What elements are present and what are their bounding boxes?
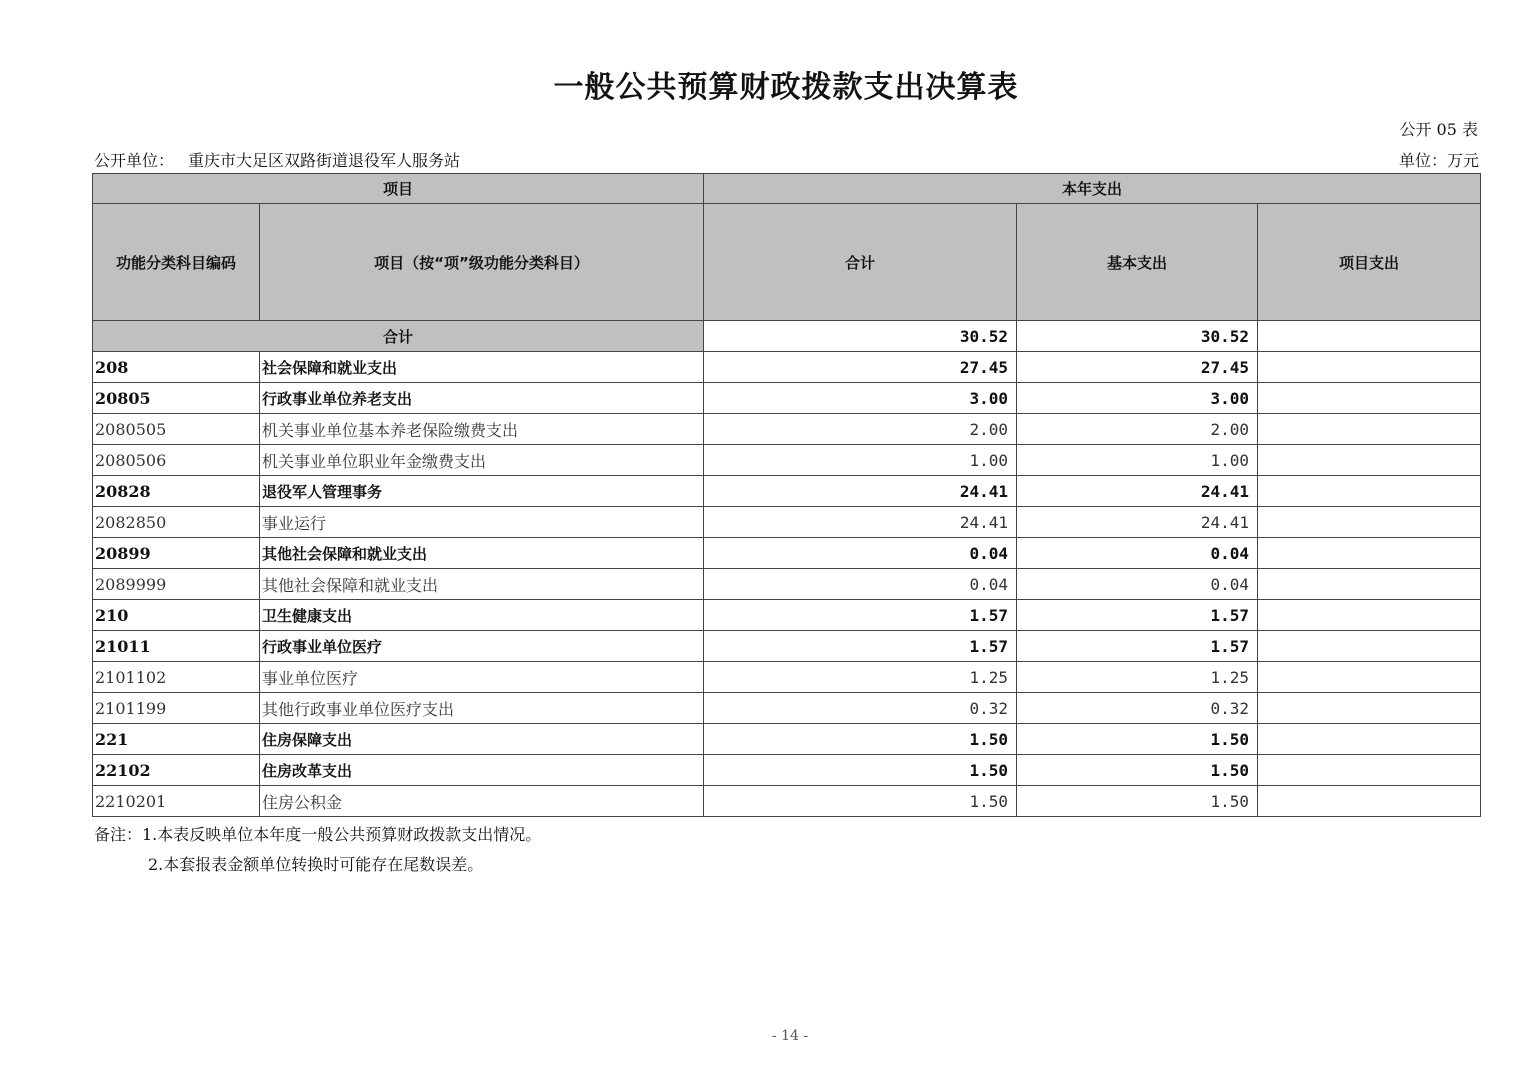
table-row bbox=[93, 352, 1481, 383]
total-label: 合计 bbox=[93, 321, 704, 352]
row-code: 20805 bbox=[93, 383, 260, 414]
header-project: 项目 bbox=[93, 174, 704, 204]
page-number: - 14 - bbox=[771, 1028, 809, 1044]
row-project bbox=[1258, 755, 1481, 786]
row-name: 行政事业单位养老支出 bbox=[260, 383, 704, 414]
row-code: 2080505 bbox=[93, 414, 260, 445]
row-project bbox=[1258, 383, 1481, 414]
row-name: 事业运行 bbox=[260, 507, 704, 538]
row-code: 2210201 bbox=[93, 786, 260, 817]
row-basic: 1.00 bbox=[1017, 445, 1258, 476]
table-row bbox=[93, 445, 1481, 476]
row-code: 2089999 bbox=[93, 569, 260, 600]
table-row bbox=[93, 383, 1481, 414]
row-total: 24.41 bbox=[704, 476, 1017, 507]
table-total-row bbox=[93, 321, 1481, 352]
row-name: 住房改革支出 bbox=[260, 755, 704, 786]
row-total: 0.32 bbox=[704, 693, 1017, 724]
row-total: 27.45 bbox=[704, 352, 1017, 383]
col-header-basic: 基本支出 bbox=[1017, 204, 1258, 321]
row-total: 1.25 bbox=[704, 662, 1017, 693]
col-header-name: 项目（按“项”级功能分类科目） bbox=[260, 204, 704, 321]
row-project bbox=[1258, 352, 1481, 383]
col-header-total: 合计 bbox=[704, 204, 1017, 321]
row-basic: 0.04 bbox=[1017, 569, 1258, 600]
row-name: 其他行政事业单位医疗支出 bbox=[260, 693, 704, 724]
table-row bbox=[93, 476, 1481, 507]
row-basic: 1.50 bbox=[1017, 755, 1258, 786]
row-basic: 24.41 bbox=[1017, 507, 1258, 538]
row-code: 2101199 bbox=[93, 693, 260, 724]
row-project bbox=[1258, 600, 1481, 631]
row-basic: 1.57 bbox=[1017, 631, 1258, 662]
expenditure-table bbox=[92, 173, 1481, 817]
row-name: 其他社会保障和就业支出 bbox=[260, 569, 704, 600]
col-header-project: 项目支出 bbox=[1258, 204, 1481, 321]
table-row bbox=[93, 600, 1481, 631]
row-code: 210 bbox=[93, 600, 260, 631]
row-project bbox=[1258, 507, 1481, 538]
row-name: 卫生健康支出 bbox=[260, 600, 704, 631]
row-name: 其他社会保障和就业支出 bbox=[260, 538, 704, 569]
header-year-expenditure: 本年支出 bbox=[704, 174, 1481, 204]
header-row-columns bbox=[93, 204, 1481, 321]
row-basic: 27.45 bbox=[1017, 352, 1258, 383]
row-name: 机关事业单位基本养老保险缴费支出 bbox=[260, 414, 704, 445]
page-title: 一般公共预算财政拨款支出决算表 bbox=[553, 70, 1019, 105]
row-total: 1.00 bbox=[704, 445, 1017, 476]
row-total: 1.57 bbox=[704, 631, 1017, 662]
table-row bbox=[93, 569, 1481, 600]
row-project bbox=[1258, 786, 1481, 817]
table-row bbox=[93, 724, 1481, 755]
org-name: 重庆市大足区双路街道退役军人服务站 bbox=[188, 151, 461, 170]
row-basic: 0.32 bbox=[1017, 693, 1258, 724]
row-name: 机关事业单位职业年金缴费支出 bbox=[260, 445, 704, 476]
row-basic: 0.04 bbox=[1017, 538, 1258, 569]
row-name: 社会保障和就业支出 bbox=[260, 352, 704, 383]
table-row bbox=[93, 662, 1481, 693]
row-code: 21011 bbox=[93, 631, 260, 662]
row-project bbox=[1258, 569, 1481, 600]
table-row bbox=[93, 414, 1481, 445]
row-project bbox=[1258, 724, 1481, 755]
row-total: 1.50 bbox=[704, 724, 1017, 755]
row-total: 3.00 bbox=[704, 383, 1017, 414]
row-basic: 24.41 bbox=[1017, 476, 1258, 507]
row-basic: 3.00 bbox=[1017, 383, 1258, 414]
row-name: 行政事业单位医疗 bbox=[260, 631, 704, 662]
total-value: 30.52 bbox=[704, 321, 1017, 352]
row-project bbox=[1258, 445, 1481, 476]
row-basic: 1.57 bbox=[1017, 600, 1258, 631]
row-code: 2082850 bbox=[93, 507, 260, 538]
notes bbox=[94, 820, 541, 880]
note-line-1: 备注：1.本表反映单位本年度一般公共预算财政拨款支出情况。 bbox=[94, 825, 542, 844]
row-total: 1.50 bbox=[704, 755, 1017, 786]
table-row bbox=[93, 786, 1481, 817]
row-total: 24.41 bbox=[704, 507, 1017, 538]
table-row bbox=[93, 538, 1481, 569]
row-name: 退役军人管理事务 bbox=[260, 476, 704, 507]
col-header-code: 功能分类科目编码 bbox=[93, 204, 260, 321]
row-basic: 1.50 bbox=[1017, 724, 1258, 755]
table-row bbox=[93, 755, 1481, 786]
org-info bbox=[94, 148, 460, 171]
row-basic: 2.00 bbox=[1017, 414, 1258, 445]
header-row-top bbox=[93, 174, 1481, 204]
row-code: 221 bbox=[93, 724, 260, 755]
row-code: 208 bbox=[93, 352, 260, 383]
note-line-2: 2.本套报表金额单位转换时可能存在尾数误差。 bbox=[148, 855, 484, 874]
row-name: 住房保障支出 bbox=[260, 724, 704, 755]
row-basic: 1.25 bbox=[1017, 662, 1258, 693]
row-total: 0.04 bbox=[704, 538, 1017, 569]
row-code: 20828 bbox=[93, 476, 260, 507]
row-code: 2080506 bbox=[93, 445, 260, 476]
money-unit: 单位：万元 bbox=[1398, 151, 1479, 170]
row-code: 2101102 bbox=[93, 662, 260, 693]
table-row bbox=[93, 631, 1481, 662]
row-name: 事业单位医疗 bbox=[260, 662, 704, 693]
form-number: 公开 05 表 bbox=[1399, 120, 1478, 139]
table-row bbox=[93, 507, 1481, 538]
table-row bbox=[93, 693, 1481, 724]
row-project bbox=[1258, 693, 1481, 724]
total-basic: 30.52 bbox=[1017, 321, 1258, 352]
total-project bbox=[1258, 321, 1481, 352]
row-total: 2.00 bbox=[704, 414, 1017, 445]
row-basic: 1.50 bbox=[1017, 786, 1258, 817]
row-total: 0.04 bbox=[704, 569, 1017, 600]
row-name: 住房公积金 bbox=[260, 786, 704, 817]
row-project bbox=[1258, 476, 1481, 507]
org-label: 公开单位： bbox=[94, 151, 175, 170]
row-total: 1.57 bbox=[704, 600, 1017, 631]
row-project bbox=[1258, 538, 1481, 569]
row-project bbox=[1258, 631, 1481, 662]
row-code: 22102 bbox=[93, 755, 260, 786]
row-code: 20899 bbox=[93, 538, 260, 569]
row-project bbox=[1258, 662, 1481, 693]
row-project bbox=[1258, 414, 1481, 445]
row-total: 1.50 bbox=[704, 786, 1017, 817]
